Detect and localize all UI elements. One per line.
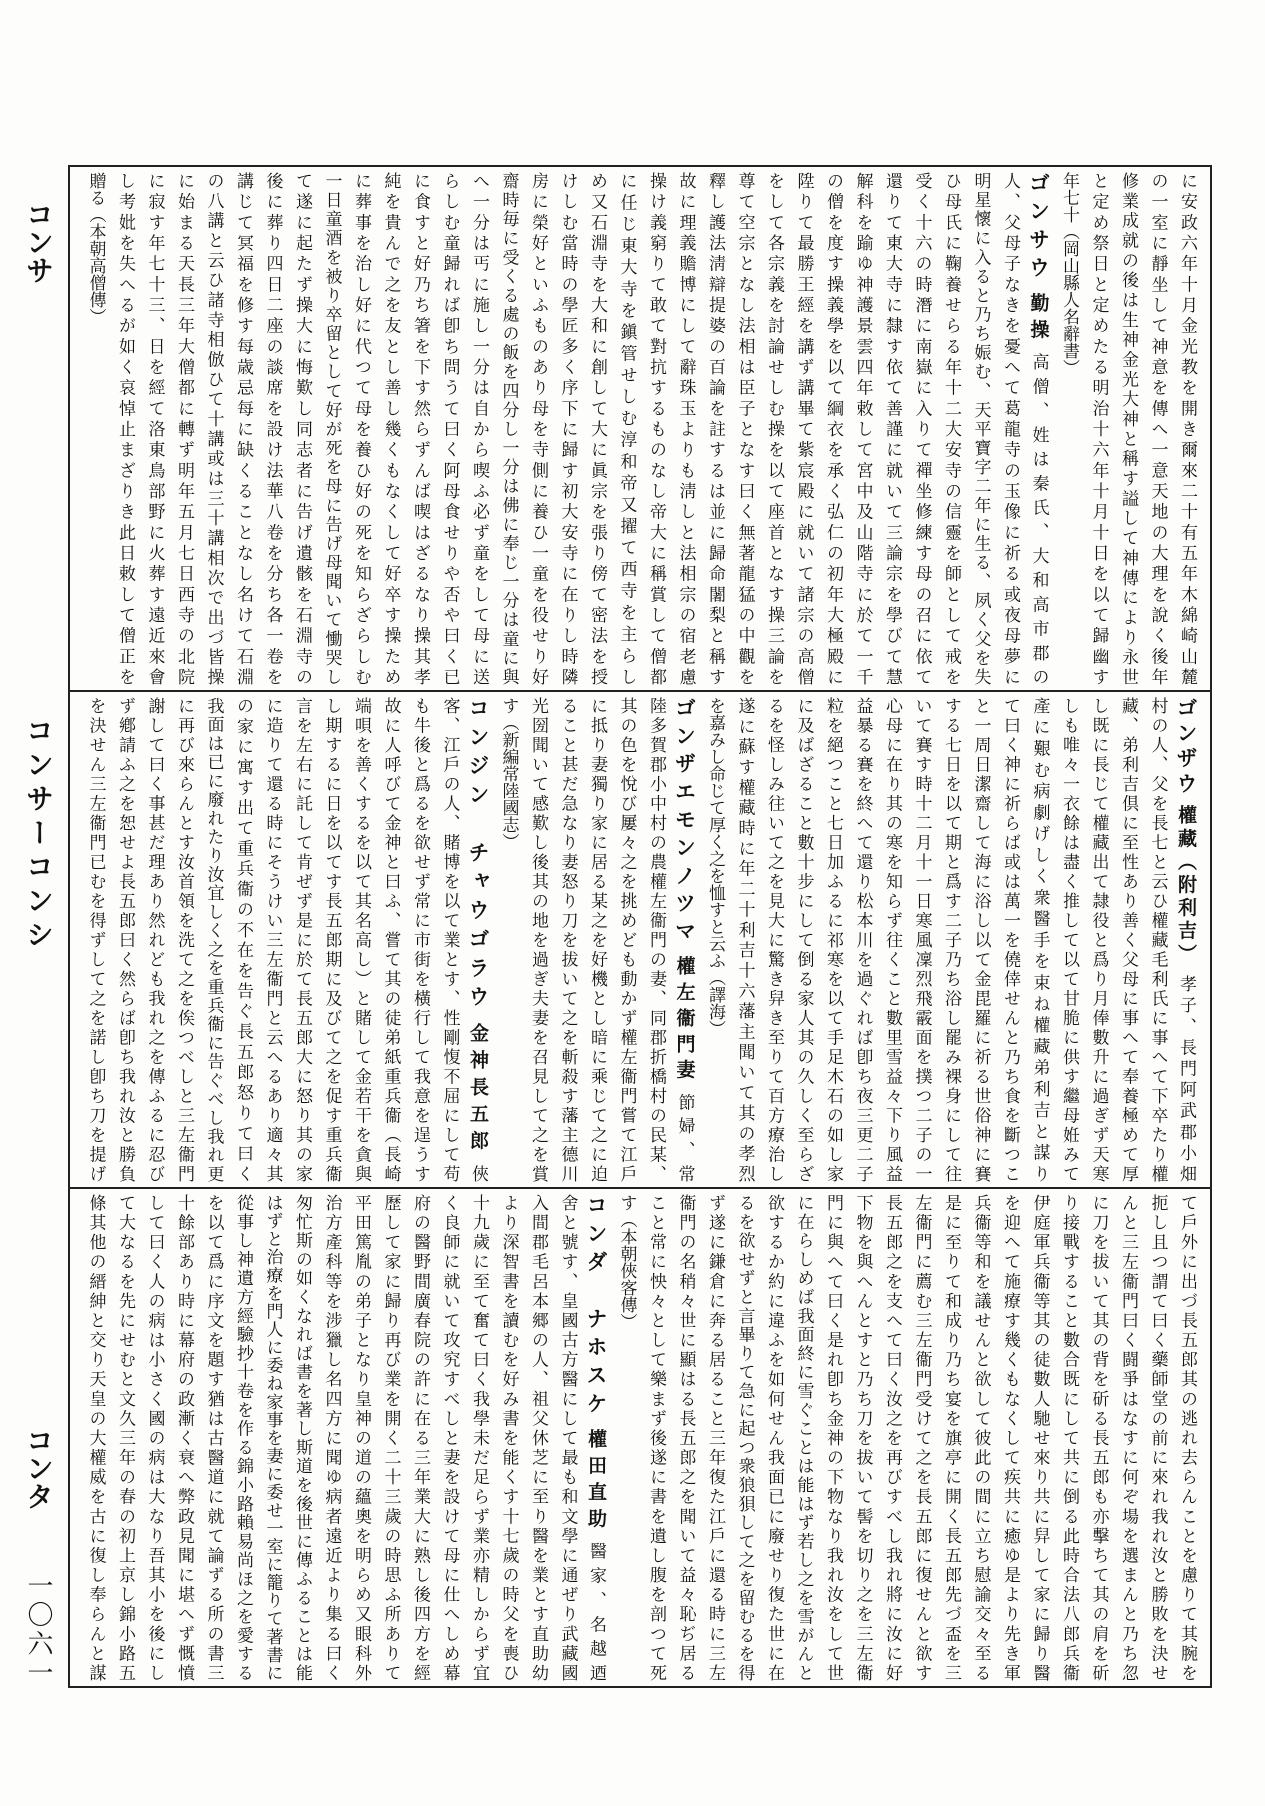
text-column: の家に寓す出て重兵衞の不在を告ぐ長五郎怒りて曰く: [233, 697, 253, 1182]
text-column: も牛後と爲るを欲せず常に市街を橫行して我意を逞うす: [410, 697, 430, 1182]
entry-text: 節婦、常: [674, 1093, 695, 1182]
text-column: し期するに日を以てす長五郎期に及びて之を促す重兵衞: [321, 697, 342, 1182]
entry-name: 權藏（附利吉）: [1175, 805, 1197, 968]
text-column: を以て爲に序文を題す猶は古醫道に就て論ずる所の書三: [203, 1194, 224, 1681]
text-column: 人、父母子なきを憂へて葛龍寺の玉像に祈る或夜母夢に: [1000, 172, 1020, 685]
text-column: り接戰すること數合既にして共に倒る此時合法八郎兵衞: [1059, 1194, 1079, 1681]
text-column: 從事し神遺方經驗抄十卷を作る錦小路賴易尚ほ之を愛する: [233, 1194, 253, 1681]
entry-kana: ゴンザウ: [1174, 697, 1199, 798]
entry-heading: [670, 697, 700, 1182]
text-column: 齋時毎に受くる處の飯を四分し一分は佛に奉じ一分は童に與: [498, 172, 519, 685]
text-column: して曰く人の病は小さく國の病は大なり吾其小を後にし: [144, 1194, 165, 1681]
text-column: に安政六年十月金光教を開き爾來二十有五年木綿崎山麓: [1177, 172, 1197, 685]
text-column: す（本朝俠客傳）: [616, 1194, 637, 1330]
text-column: に始まる天長三年大僧都に轉ず明年五月七日西寺の北院: [174, 172, 194, 685]
text-column: 益暴る賽を終へて還り松本川を過ぐれば卽ち夜三更二子: [852, 697, 873, 1182]
text-column: 謝して曰く事甚だ理あり然れども我れ之を傳ふるに忍び: [144, 697, 165, 1182]
text-column: 左衞門に薦む三左衞門受けて之を長五郎に復せんと欲す: [911, 1194, 932, 1681]
text-column: を決せん三左衞門已むを得ずして之を諾し卽ち刀を提げ: [85, 697, 106, 1182]
text-column: く良師に就いて攻究すべしと妻を設けて母に仕へしめ幕: [439, 1194, 460, 1681]
entry-text: 醫家、名越迺: [586, 1542, 606, 1681]
entry-name: 金神長五郎: [467, 1022, 489, 1157]
text-column: けしむ當時の學匠多く序下に歸す初大安寺に在りし時隣: [557, 172, 578, 685]
text-column: らしむ童歸れば卽ち問うて曰く阿母食せりや否や曰く已: [439, 172, 460, 685]
text-column: 講じて冥福を修す每歳忌每に缺くることなし名けて石淵: [233, 172, 253, 685]
text-column: め又石淵寺を大和に創して大に眞宗を張り傍て密法を授: [587, 172, 607, 685]
text-column: の一室に靜坐して神意を傳へ一意天地の大理を說く後年: [1147, 172, 1168, 685]
entry-name: 權左衞門妻: [673, 955, 696, 1086]
text-column: 下物を與へんとすと乃ち刀を拔いて髻を切り之を三左衞: [852, 1194, 873, 1681]
text-column: 門に與へて曰く是れ卽ち金神の下物なり我れ汝をして世: [823, 1194, 843, 1681]
dictionary-page-frame: [68, 165, 1212, 1688]
text-column: こと常に怏々として樂まず後遂に書を遺し腹を剖つて死: [646, 1194, 666, 1681]
entry-kana: コンジン チャウゴラウ: [466, 697, 491, 1015]
text-column: て大なるを先にせむと文久三年の春の初上京し錦小路五: [115, 1194, 135, 1681]
entry-text: 俠: [468, 1165, 488, 1182]
text-column: に及ばざること數十步にして倒る家人其の久しく至らざ: [793, 697, 814, 1182]
text-column: 治方產科等を涉獵し名四方に聞ゆ病者遠近より集る曰く: [321, 1194, 342, 1681]
section-top: [70, 167, 1210, 692]
text-column: 歷して家に歸り再び業を開く二十三歲の時思ふ所ありて: [380, 1194, 401, 1681]
text-column: 十九歲に至て奮て曰く我學未だ足らず業亦精しからず宜: [469, 1194, 489, 1681]
text-column: 村の人、父を長七と云ひ權藏毛利氏に事へて下卒たり權: [1147, 697, 1168, 1182]
text-column: 藏、弟利吉倶に至性あり善く父母に事へて奉養極めて厚: [1118, 697, 1138, 1182]
text-column: に寂す年七十三、日を經て洛東鳥部野に火葬す遠近來會: [144, 172, 165, 685]
text-column: する七日を以て期と爲す二子乃ち浴し罷み裸身にして往: [941, 697, 961, 1182]
text-column: 府の醫野間廣春院の許に在る三年業大に熟し後四方を經: [410, 1194, 430, 1681]
text-column: す（新編常陸國志）: [498, 697, 519, 850]
text-column: 匆忙斯の如くなれば書を著し斯道を後世に傳ふることは能: [292, 1194, 312, 1681]
text-column: んと三左衞門曰く闘爭はなすに何ぞ場を選まんと乃ち忽: [1118, 1194, 1138, 1681]
text-column: 入間郡毛呂本郷の人、祖父休芝に至り醫を業とす直助幼: [528, 1194, 548, 1681]
text-column: 粒を絕つこと七日加ふるに祁寒を以て手足木石の如し家: [823, 697, 843, 1182]
text-column: ず鄕請ふ之を恕せよ長五郎曰く然らば卽ち我れ汝と勝負: [115, 697, 135, 1182]
text-column: 一日童酒を被り卒留として好が死を母に告げ母聞いて慟哭し: [321, 172, 342, 685]
text-column: 操け義窮りて敢て對抗するものなし帝大に稱賞して僧都: [646, 172, 666, 685]
text-column: 尊て空宗となし法相は臣子となす曰く無著龍猛の中觀を: [734, 172, 755, 685]
section-middle: [70, 692, 1210, 1189]
text-column: へ一分は丐に施し一分は自から喫ふ必ず童をして母に送: [469, 172, 489, 685]
text-column: 言を左右に託して肯ぜず是に於て長五郎大に怒り其の家: [292, 697, 312, 1182]
entry-kana: コンダ ナホスケ: [584, 1194, 609, 1421]
text-column: 釋し護法淸辯提婆の百論を註するは並に歸命闍梨と稱す: [705, 172, 725, 685]
running-head-bottom: コンタ: [22, 1426, 55, 1510]
text-column: 明星懷に入ると乃ち娠む、天平寶字二年に生る、夙く父を失: [970, 172, 991, 685]
text-column: 是に至りて和成り乃ち宴を旗亭に開く長五郎先づ盃を三: [941, 1194, 961, 1681]
page-number: 一〇六一: [23, 1572, 53, 1688]
text-column: の僧を度す操義學を以て綱衣を承く弘仁の初年大極殿に: [823, 172, 843, 685]
entry-heading: [1024, 172, 1054, 685]
text-column: 修業成就の後は生神金光大神と稱す謚して神傳により永世: [1118, 172, 1138, 685]
entry-heading: [1172, 697, 1202, 1182]
text-column: 條其他の縉紳と交り天皇の大權威を古に復し奉らんと謀: [85, 1194, 106, 1681]
text-column: 後に葬り四日二座の談席を設け法華八卷を分ち各一卷を: [262, 172, 283, 685]
text-column: 故に人呼びて金神と曰ふ、嘗て其の徒弟紙重兵衞（長崎: [380, 697, 401, 1182]
text-column: 伊庭軍兵衞等其の徒數人馳せ來り共に舁して家に歸り醫: [1029, 1194, 1050, 1681]
text-column: 我面は已に廢れたり汝宜しく之を重兵衞に告ぐべし我れ更: [203, 697, 224, 1182]
text-column: 陸多賀郡小中村の農權左衞門の妻、同郡折橋村の民某、: [646, 697, 666, 1182]
text-column: ること甚だ急なり妻怒り刀を拔いて之を斬殺す藩主德川: [557, 697, 578, 1182]
text-column: しも唯々一衣餘は盡く推して以て甘脆に供す繼母姙みて: [1059, 697, 1079, 1182]
entry-name: 勤操: [1027, 292, 1050, 346]
text-column: 陞りて最勝王經を講ず講畢て紫宸殿に就いて諸宗の高僧: [793, 172, 814, 685]
text-column: し考妣を失へるが如く哀悼止まざりき此日敕して僧正を: [115, 172, 135, 685]
running-head-top: コンサ: [22, 200, 55, 284]
section-bottom: [70, 1189, 1210, 1686]
text-column: 衞門の名稍々世に顯はる長五郎之を聞いて益々恥ぢ居る: [675, 1194, 696, 1681]
text-column: て遂に起たず操大に悔歎し同志者に告げ遺骸を石淵寺の: [292, 172, 312, 685]
text-column: に葬事を治し好に代つて母を養ひ好の死を知らざらしむ: [351, 172, 371, 685]
text-column: 解科を踰ゆ神護景雲四年敕して宮中及山階寺に於て一千: [852, 172, 873, 685]
text-column: に刀を拔いて其の背を斫る長五郎も亦擊ちて其の肩を斫: [1088, 1194, 1109, 1681]
text-column: に再び來らんとす汝首領を洗て之を俟つべしと三左衞門: [174, 697, 194, 1182]
text-column: に在らしめば我面終に雪ぐことは能はず若し之を雪がんと: [793, 1194, 814, 1681]
text-column: るを欲せずと言畢りて急に起つ衆狼狽して之を留むるを得: [734, 1194, 755, 1681]
text-column: に食すと好乃ち箸を下す然らずんば喫はざるなり操其孝: [410, 172, 430, 685]
text-column: と定め祭日と定めたる明治十六年十月十日を以て歸幽す: [1088, 172, 1109, 685]
text-column: を迎へて施療す幾くもなくして疾共に癒ゆ是より先き軍: [1000, 1194, 1020, 1681]
text-column: し既に長じて權藏出て隷役と爲り月俸數升に過ぎず天寒: [1088, 697, 1109, 1182]
text-column: いて賽す時十二月十一日寒風凜烈飛霰面を撲つ二子の一: [911, 697, 932, 1182]
running-head-middle: コンサーコンシ: [22, 716, 55, 954]
text-column: 贈る（本朝高僧傳）: [85, 172, 106, 325]
text-column: 純を貴んで之を友とし善し幾くもなくして好卒す操ため: [380, 172, 401, 685]
text-column: ひ母氏に鞠養せらる年十二大安寺の信靈を師として戒を: [941, 172, 961, 685]
text-column: 遂に蘇す權藏時に年二十利吉十六藩主聞いて其の孝烈: [734, 697, 755, 1182]
text-column: 心母に在り其の寒を知らず往くこと數里雪益々下り風益: [882, 697, 902, 1182]
entry-name: 權田直助: [585, 1428, 607, 1535]
text-column: て戶外に出づ長五郎其の逃れ去らんことを慮りて其腕を: [1177, 1194, 1197, 1681]
text-column: て曰く神に祈らば或は萬一を僥倖せんと乃ち食を斷つこ: [1000, 697, 1020, 1182]
text-column: はずと治療を門人に委ね家事を妻に委せ一室に籠りて著書に: [262, 1194, 283, 1681]
text-column: 長五郎之を支へて曰く汝之を再びすべし我れ將に汝に好: [882, 1194, 902, 1681]
text-column: 平田篤胤の弟子となり皇神の道の蘊奧を明らめ又眼科外: [351, 1194, 371, 1681]
text-column: 扼し且つ謂て曰く藥師堂の前に來れ我れ汝と勝敗を決せ: [1147, 1194, 1168, 1681]
text-column: の八講と云ひ諸寺相倣ひて十講或は三十講相次で出づ皆操: [203, 172, 224, 685]
text-column: に任じ東大寺を鎭管せしむ淳和帝又擢て西寺を主らし: [616, 172, 637, 685]
text-column: 年七十（岡山縣人名辭書）: [1059, 172, 1079, 376]
text-column: より深智書を讀むを好み書を能くす十七歲の時父を喪ひ: [498, 1194, 519, 1681]
text-column: ず遂に鎌倉に奔る居ること三年復た江戶に還る時に三左: [705, 1194, 725, 1681]
entry-heading: [464, 697, 494, 1182]
text-column: 光圀聞いて感歎し後其の地を過ぎ夫妻を召見して之を賞: [528, 697, 548, 1182]
entry-kana: ゴンサウ: [1026, 172, 1052, 285]
text-column: 客、江戶の人、賭博を以て業とす、性剛愎不屈にして苟: [439, 697, 460, 1182]
text-column: 其の色を悅び屢々之を挑めども動かず權左衞門嘗て江戶: [616, 697, 637, 1182]
text-column: 欲するか約に違ふを如何せん我面已に廢せり復た世に在: [764, 1194, 784, 1681]
entry-text: 孝子、長門阿武郡小畑: [1176, 975, 1196, 1182]
text-column: 舍と號す、皇國古方醫にして最も和文學に通ぜり武藏國: [557, 1194, 578, 1681]
entry-text: 高僧、姓は秦氏、大和高市郡の: [1028, 353, 1049, 685]
text-column: をして各宗義を討論せしむ操を以て座首となす操三論を: [764, 172, 784, 685]
text-column: 受く十六の時潛に南嶽に入りて禪坐修練す母の召に依て: [911, 172, 932, 685]
text-column: 端唄を善くするを以て其名高し）と賭して金若干を貪與: [351, 697, 371, 1182]
text-column: 故に理義贍博にして辭珠玉よりも淸しと法相宗の宿老慮: [675, 172, 696, 685]
entry-kana: ゴンザエモンノツマ: [672, 697, 698, 948]
text-column: を嘉みし命じて厚く之を恤すと云ふ（譯海）: [705, 697, 725, 1037]
text-column: るを怪しみ往いて之を見大に驚き舁き至りて百方療治し: [764, 697, 784, 1182]
text-column: に抵り妻獨り家に居る某之を好機とし暗に乘じて之に迫: [587, 697, 607, 1182]
text-column: 兵衞等和を議せんと欲して彼此の間に立ち慰諭交々至る: [970, 1194, 991, 1681]
entry-heading: [582, 1194, 612, 1681]
text-column: に造りて還る時にそうけい三左衞門と云へるあり適々其: [262, 697, 283, 1182]
text-column: 房に榮好といふものあり母を寺側に養ひ一童を役せり好: [528, 172, 548, 685]
text-column: 產に艱む病劇げしく衆醫手を束ね權藏弟利吉と謀り: [1029, 697, 1050, 1182]
text-column: と一周日潔齋して海に浴し以て金毘羅に祈る世俗神に賽: [970, 697, 991, 1182]
text-column: 還りて東大寺に隸す依て善謹に就いて三論宗を學びて慧: [882, 172, 902, 685]
text-column: 十餘部あり時に幕府の政漸く衰へ弊政見聞に堪へず慨憤: [174, 1194, 194, 1681]
